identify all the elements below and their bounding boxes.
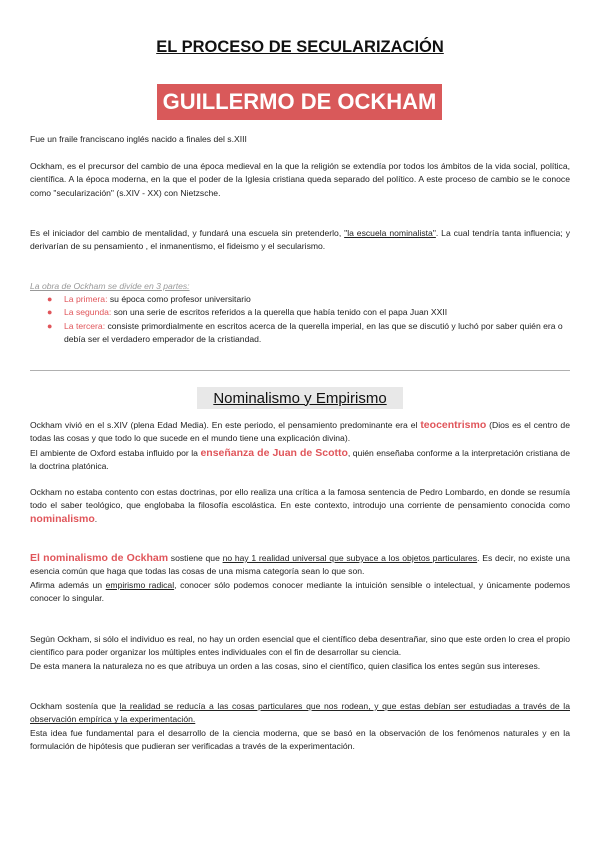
nominalist-school-paragraph [30, 227, 570, 254]
list-item: ● La tercera: consiste primordialmente en escritos acerca de la querella imperial, en las que se discutió y luchó por saber quién era o debía ser el verdadero emperador de la cristiandad. [47, 320, 563, 345]
nominalism-paragraph: El nominalismo de Ockham sostiene que no hay 1 realidad universal que subyace a los objetos particulares. Es decir, no existe una esencia común que haga que todas las cosas de una misma categoría sean lo que son. Afirma además un empirismo radical, conocer sólo podemos conocer mediante la intuición sensible o intelectual, y únicamente podemos conocer lo singular. [30, 552, 570, 604]
nominalist-school-link: "la escuela nominalista" [344, 228, 436, 238]
page-title: EL PROCESO DE SECULARIZACIÓN [156, 38, 444, 56]
list-item: ● La segunda: son una serie de escritos referidos a la querella que había tenido con el papa Juan XXII [45, 306, 570, 319]
bullet-icon: ● [47, 320, 53, 331]
empirical-paragraph: Ockham sostenía que la realidad se reducía a las cosas particulares que nos rodean, y que estas debían ser estudiadas a través de la observación empírica y la experimentación. Esta idea fue fundamental para el desarrollo de la ciencia moderna, que se basó en la observación de los fenómenos naturales y en la formulación de hipótesis que pudieran ser verificadas a través de la experimentación. [30, 701, 570, 752]
bullet-icon: ● [47, 307, 53, 318]
secularization-paragraph: Ockham, es el precursor del cambio de una época medieval en la que la religión se extendía por todos los ámbitos de la vida social, política, científica. A la época moderna, en la que el poder de la Iglesia cristiana queda separado del político. A este proceso de cambio se le conoce como "secularización" (s.XIV - XX) con Nietzsche. [30, 161, 570, 198]
obra-heading: La obra de Ockham se divide en 3 partes: [30, 281, 190, 291]
horizontal-divider [30, 370, 570, 371]
section-title: Nominalismo y Empirismo [197, 387, 403, 409]
scotto-paragraph: El ambiente de Oxford estaba influido por la enseñanza de Juan de Scotto, quién enseñaba conforme a la interpretación cristiana de la doctrina platónica. [30, 447, 570, 472]
nominalismo-term: nominalismo [30, 512, 95, 525]
para2-before: Es el iniciador del cambio de mentalidad, y fundará una escuela sin pretenderlo, [30, 228, 345, 238]
obra-list [45, 293, 570, 347]
order-paragraph: Según Ockham, si sólo el individuo es real, no hay un orden esencial que el científico deba desentrañar, sino que este orden lo crea el propio científico para poder organizar los múltiples entes individuales con el fin de desarrollar su ciencia. De esta manera la naturaleza no es que atribuya un orden a las cosas, sino el científico, quien clasifica los entes según sus intereses. [30, 634, 570, 671]
bullet-icon: ● [47, 294, 53, 304]
list-item: ● La primera: su época como profesor universitario [45, 293, 570, 306]
scotto-term: enseñanza de Juan de Scotto [200, 447, 348, 459]
para2-after: . La cual tendría tanta influencia; y derivarían de su pensamiento , el inmanentismo, el fideismo y el secularismo. [30, 228, 570, 252]
intro-paragraph: Fue un fraile franciscano inglés nacido a finales del s.XIII [30, 134, 247, 144]
nominalism-term: El nominalismo de Ockham [30, 552, 169, 564]
teocentrismo-paragraph: Ockham vivió en el s.XIV (plena Edad Media). En este periodo, el pensamiento predominante era el teocentrismo (Dios es el centro de todas las cosas y que todo lo que sucede en el mundo tiene una explicación divina). [30, 419, 570, 444]
teocentrismo-term: teocentrismo [420, 419, 487, 431]
author-banner: GUILLERMO DE OCKHAM [157, 84, 442, 120]
lombardo-paragraph: Ockham no estaba contento con estas doctrinas, por ello realiza una crítica a la famosa sentencia de Pedro Lombardo, en donde se resumía todo el saber teológico, que englobaba la filosofía escolástica. En este contexto, introdujo una corriente de pensamiento conocida como nominalismo. [30, 487, 570, 525]
